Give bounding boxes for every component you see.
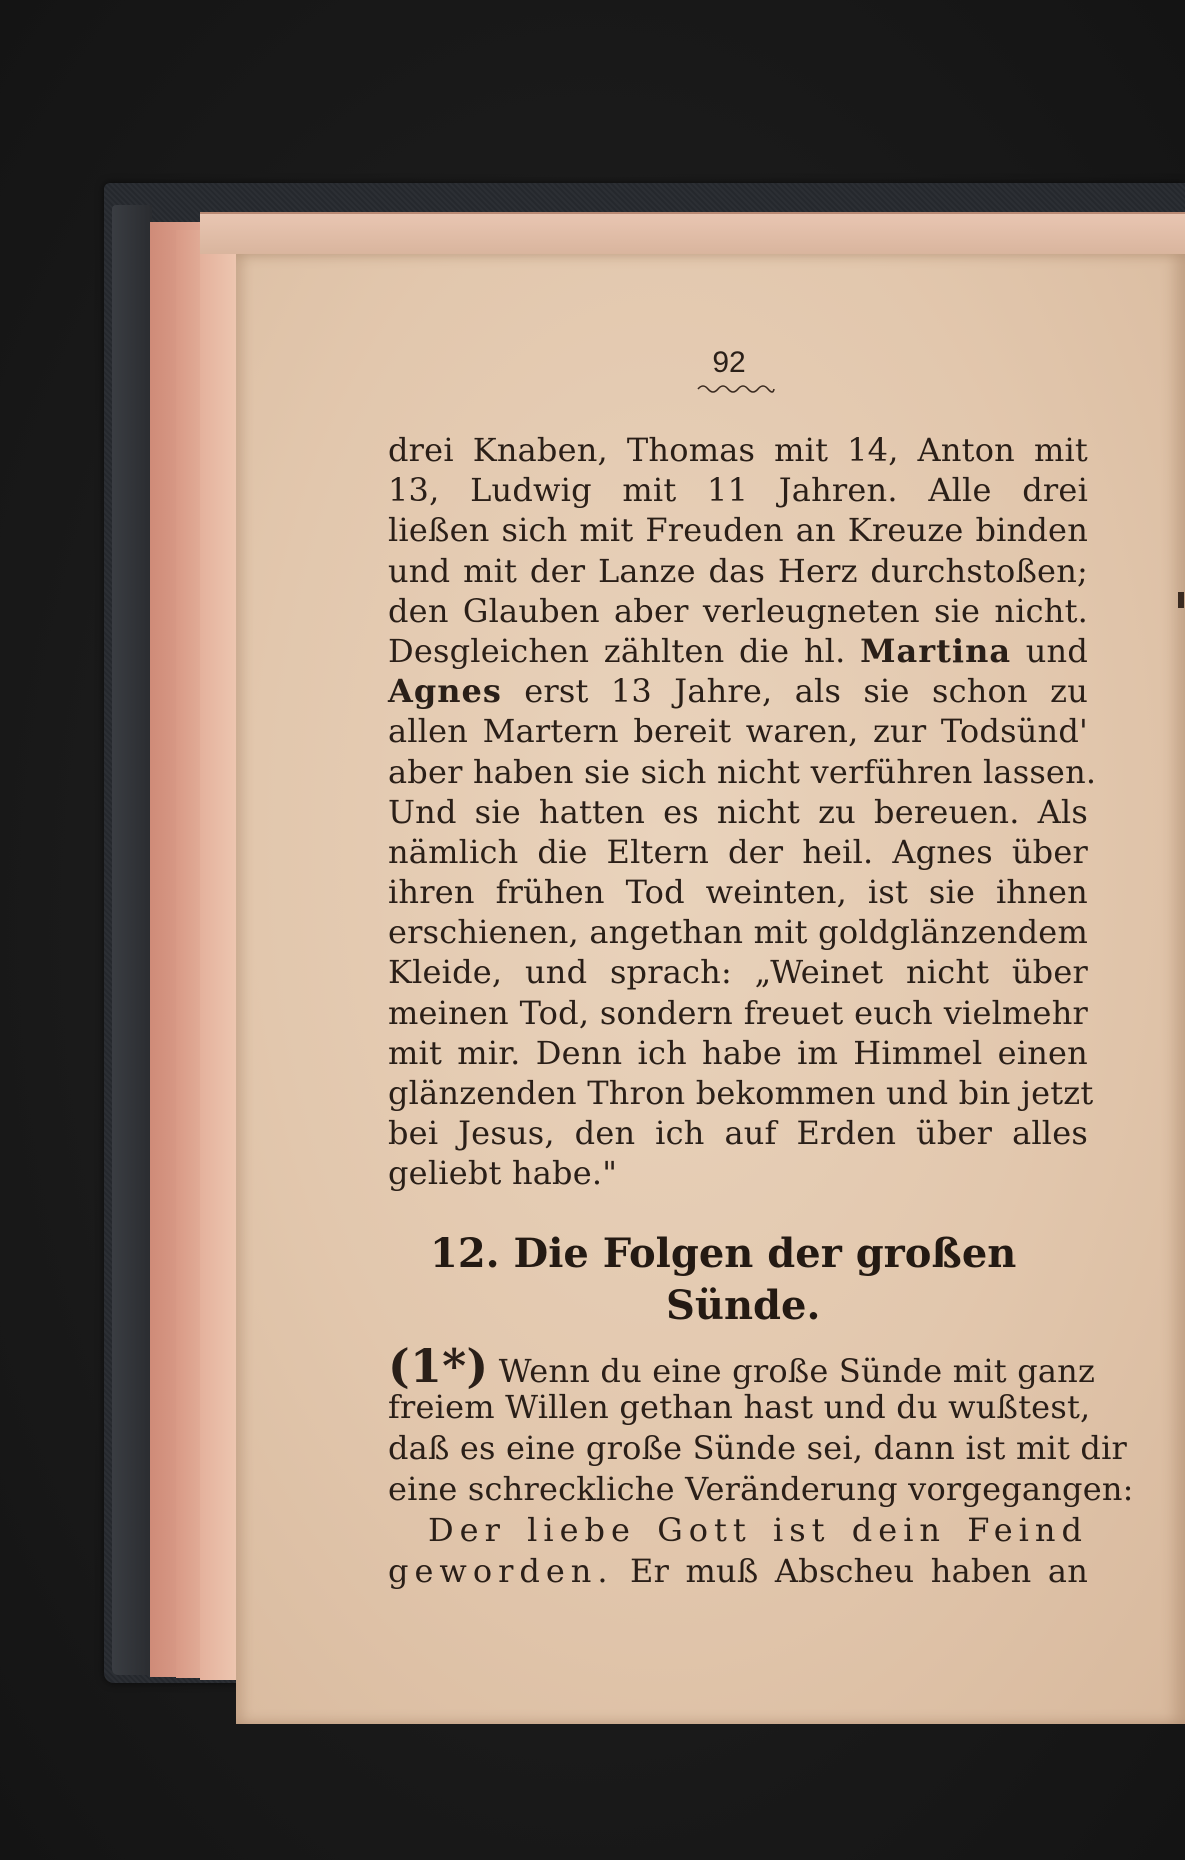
text-line: 13, Ludwig mit 11 Jahren. Alle drei (388, 471, 1088, 510)
heading-line: Sünde. (666, 1282, 821, 1329)
chapter-heading (430, 1228, 1070, 1332)
page-number: 92 (712, 346, 746, 379)
text-line (388, 1551, 1088, 1592)
paragraph-marker: (1*) (388, 1339, 489, 1393)
text-line: drei Knaben, Thomas mit 14, Anton mit (388, 431, 1088, 469)
text-fragment: Er muß Abscheu haben an (630, 1552, 1088, 1590)
saint-name-agnes: Agnes (388, 672, 502, 711)
text-line: geliebt habe." (388, 1154, 618, 1193)
ornament-rule (696, 382, 776, 396)
text-line: ließen sich mit Freuden an Kreuze binden (388, 511, 1088, 550)
text-fragment: Wenn du eine große Sünde mit ganz (498, 1352, 1096, 1390)
text-line: den Glauben aber verleugneten sie nicht. (388, 591, 1088, 630)
text-line: allen Martern bereit waren, zur Todsünd' (388, 712, 1088, 751)
text-line (388, 631, 1088, 671)
body-text (388, 430, 1097, 1194)
text-line: ihren frühen Tod weinten, ist sie ihnen (388, 873, 1088, 912)
text-line: eine schreckliche Veränderung vorgegangen: (388, 1470, 1134, 1508)
text-line: Der liebe Gott ist dein Feind (428, 1511, 1088, 1549)
saint-name-martina: Martina (860, 631, 1012, 670)
section-text (388, 1339, 1134, 1592)
text-fragment: erst 13 Jahre, als sie schon zu (524, 672, 1088, 711)
text-line: nämlich die Eltern der heil. Agnes über (388, 832, 1088, 871)
text-line: erschienen, angethan mit goldglänzendem (388, 913, 1088, 952)
text-line: glänzenden Thron bekommen und bin jetzt (388, 1074, 1094, 1112)
text-line: meinen Tod, sondern freuet euch vielmehr (388, 993, 1088, 1032)
text-fragment: Desgleichen zählten die hl. (388, 631, 846, 670)
text-line (388, 1339, 1096, 1393)
text-line: Und sie hatten es nicht zu bereuen. Als (388, 792, 1088, 831)
text-line (388, 671, 1088, 711)
heading-line: 12. Die Folgen der großen (430, 1230, 1017, 1277)
text-line: mit mir. Denn ich habe im Himmel einen (388, 1033, 1088, 1072)
margin-mark (1178, 592, 1184, 608)
book-spine-edge (112, 205, 152, 1675)
text-line: Kleide, und sprach: „Weinet nicht über (388, 953, 1088, 992)
text-fragment-spaced: geworden. (388, 1552, 614, 1590)
text-line: bei Jesus, den ich auf Erden über alles (388, 1114, 1088, 1153)
text-line: und mit der Lanze das Herz durchstoßen; (388, 551, 1088, 590)
text-fragment: und (1025, 631, 1089, 670)
text-line: freiem Willen gethan hast und du wußtest, (388, 1388, 1091, 1426)
text-line: daß es eine große Sünde sei, dann ist mit dir (388, 1429, 1127, 1467)
text-line: aber haben sie sich nicht verführen lassen. (388, 752, 1097, 791)
page-stack-top (200, 212, 1185, 254)
